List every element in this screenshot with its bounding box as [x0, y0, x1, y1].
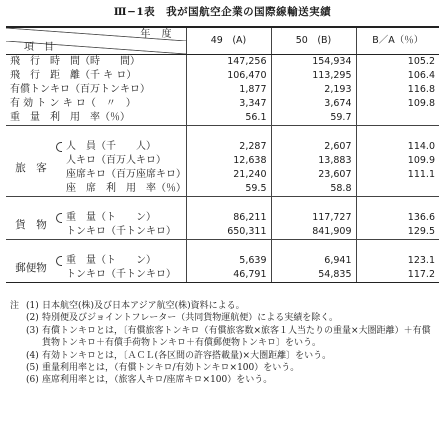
cell-a: 106,470: [186, 69, 271, 83]
row-label: 有 効 ト ン キ ロ（ 〃 ）: [10, 98, 136, 109]
row-label: トンキロ（千トンキロ）: [56, 268, 186, 283]
table-row: [6, 154, 439, 168]
cell-a: 12,638: [186, 154, 271, 168]
footnote-number: (6): [26, 375, 39, 386]
cell-b: 2,193: [271, 83, 356, 97]
cell-a: 56.1: [186, 111, 271, 126]
cell-a: 3,347: [186, 97, 271, 111]
cell-a: 46,791: [186, 268, 271, 283]
cell-ratio: 136.6: [356, 211, 439, 225]
cell-b: 58.8: [271, 182, 356, 197]
spacer-row: [6, 126, 439, 141]
row-label: 座 席 利 用 率（％）: [56, 182, 186, 197]
cell-b: 6,941: [271, 254, 356, 268]
table-title: Ⅲ−1表 我が国航空企業の国際線輸送実績: [113, 6, 332, 18]
header-col-49: 49 (A): [186, 27, 271, 55]
table-row: [6, 55, 439, 70]
footnote-text: 特別便及びジョイントフレーター（共同貨物運航便）による実績を除く。: [42, 313, 339, 324]
cell-b: 54,835: [271, 268, 356, 283]
cell-a: 59.5: [186, 182, 271, 197]
table-row: [6, 97, 439, 111]
row-label: 人キロ（百万人キロ）: [66, 155, 166, 166]
spacer-row: [6, 197, 439, 212]
footnote-text: 重量利用率とは，（有償トンキロ/有効トンキロ×100）をいう。: [42, 363, 300, 374]
row-label: 重 量 利 用 率（％）: [6, 111, 186, 126]
cell-ratio: 106.4: [356, 69, 439, 83]
cell-a: 86,211: [186, 211, 271, 225]
header-col-ratio: B／A（％）: [356, 27, 439, 55]
table-row: [6, 182, 439, 197]
cell-ratio: 117.2: [356, 268, 439, 283]
footnote-lead: 注: [10, 301, 20, 311]
table-row: [6, 111, 439, 126]
table-row: [6, 268, 439, 283]
cell-ratio: 105.2: [356, 55, 439, 70]
row-label: 飛 行 時 間（時 間）: [10, 56, 140, 67]
spacer-row: [6, 240, 439, 255]
category-mail: 郵便物: [6, 254, 56, 283]
table-row: [6, 168, 439, 182]
cell-ratio: 116.8: [356, 83, 439, 97]
cell-b: 13,883: [271, 154, 356, 168]
category-passenger: 旅 客: [6, 140, 56, 197]
footnote-number: (5): [26, 363, 39, 374]
footnote-item: [10, 362, 435, 374]
row-label: 重 量（ト ン）: [56, 211, 186, 225]
statistics-table: [6, 26, 439, 283]
footnote-number: (2): [26, 313, 39, 324]
header-row-1: [6, 27, 439, 41]
table-row: [6, 254, 439, 268]
cell-ratio: [356, 182, 439, 197]
cell-ratio: 109.9: [356, 154, 439, 168]
row-label: トンキロ（千トンキロ）: [56, 225, 186, 240]
cell-b: 841,909: [271, 225, 356, 240]
cell-ratio: 123.1: [356, 254, 439, 268]
table-row: [6, 83, 439, 97]
header-col-50: 50 (B): [271, 27, 356, 55]
row-label: 飛 行 距 離（千 キ ロ）: [10, 70, 137, 81]
cell-b: 2,607: [271, 140, 356, 154]
cell-b: 154,934: [271, 55, 356, 70]
footnote-number: (1): [26, 301, 39, 311]
cell-a: 21,240: [186, 168, 271, 182]
cell-a: 2,287: [186, 140, 271, 154]
table-row: [6, 69, 439, 83]
row-label: 人 員（千 人）: [56, 140, 186, 154]
cell-ratio: 109.8: [356, 97, 439, 111]
footnote-number: (4): [26, 350, 39, 361]
cell-b: 117,727: [271, 211, 356, 225]
cell-b: 3,674: [271, 97, 356, 111]
footnote-item: [10, 300, 435, 312]
header-item: 項 目: [6, 41, 186, 55]
cell-b: 113,295: [271, 69, 356, 83]
cell-a: 1,877: [186, 83, 271, 97]
footnote-number: (3): [26, 325, 39, 336]
row-label: 座席キロ（百万座席キロ）: [66, 169, 186, 180]
footnote-item: [10, 325, 435, 350]
table-row: [6, 225, 439, 240]
cell-ratio: 111.1: [356, 168, 439, 182]
footnotes: [10, 300, 435, 387]
cell-b: 23,607: [271, 168, 356, 182]
table-row: [6, 140, 439, 154]
cell-a: 5,639: [186, 254, 271, 268]
header-year: 年 度: [6, 27, 186, 41]
cell-ratio: [356, 111, 439, 126]
footnote-text: 日本航空(株)及び日本アジア航空(株)資料による。: [42, 301, 245, 311]
cell-a: 650,311: [186, 225, 271, 240]
footnote-item: [10, 312, 435, 324]
footnote-item: [10, 374, 435, 386]
footnote-text: 有効トンキロとは，〔ＡＣＬ(各区間の許容搭載量)×大圏距離〕をいう。: [42, 350, 332, 361]
category-cargo: 貨 物: [6, 211, 56, 240]
row-label: 有償トンキロ（百万トンキロ）: [10, 84, 150, 95]
row-label: 重 量（ト ン）: [56, 254, 186, 268]
cell-a: 147,256: [186, 55, 271, 70]
footnote-text: 座席利用率とは，（旅客人キロ/座席キロ×100）をいう。: [42, 375, 273, 386]
cell-ratio: 114.0: [356, 140, 439, 154]
footnote-text: 有償トンキロとは，〔有償旅客トンキロ（有償旅客数×旅客１人当たりの重量×大圏距離）＋有償貨物トンキロ＋有償手荷物トンキロ＋有償郵便物トンキロ〕をいう。: [42, 325, 431, 349]
table-row: [6, 211, 439, 225]
cell-b: 59.7: [271, 111, 356, 126]
cell-ratio: 129.5: [356, 225, 439, 240]
footnote-item: [10, 350, 435, 362]
